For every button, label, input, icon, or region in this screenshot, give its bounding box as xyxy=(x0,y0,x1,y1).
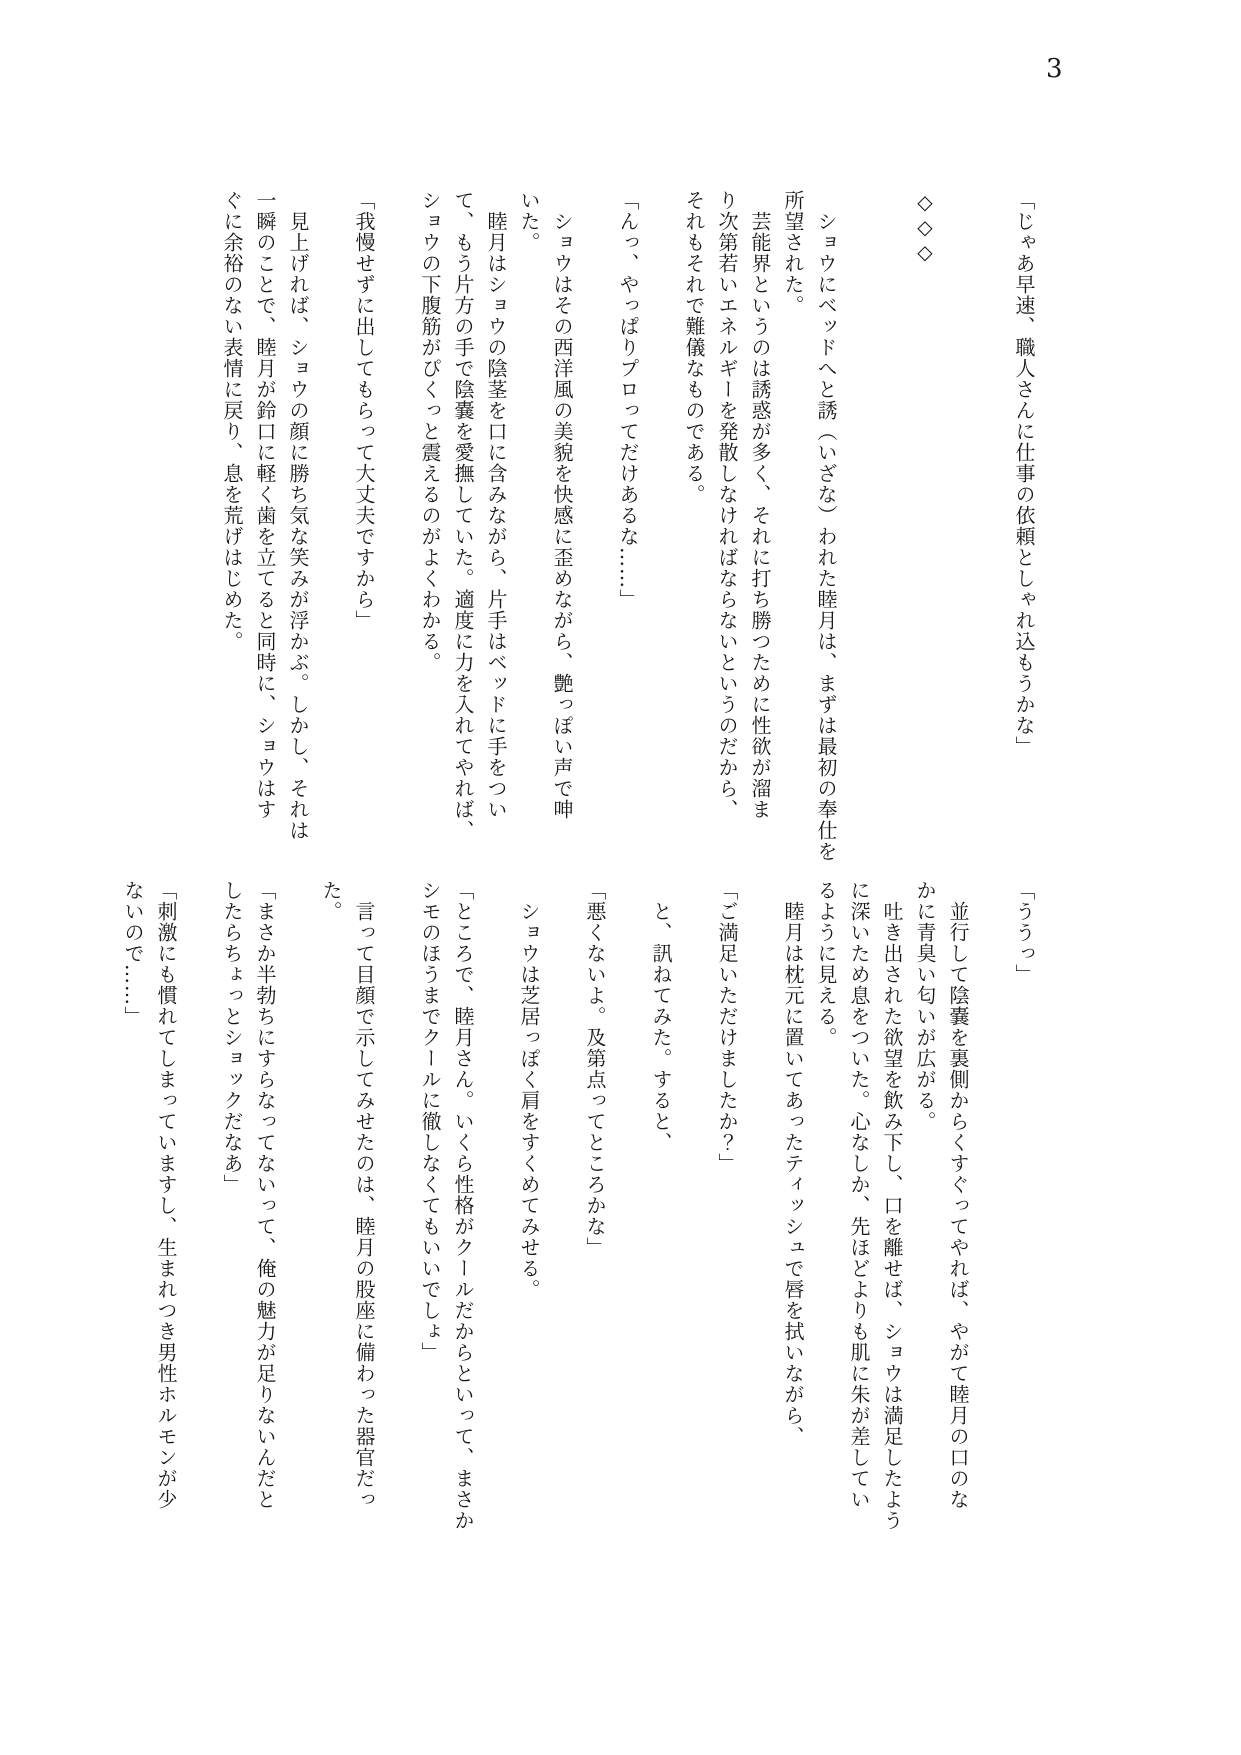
text-line: 「我慢せずに出してもらって大丈夫ですから」 xyxy=(352,190,376,631)
page-number: 3 xyxy=(1046,54,1063,84)
text-line: 「んっ、やっぱりプロってだけあるな……」 xyxy=(616,190,640,610)
blank-line xyxy=(644,190,677,818)
text-line: 「まさか半勃ちにすらなってないって、俺の魅力が足りないんだと xyxy=(253,880,277,1510)
blank-line xyxy=(842,190,875,818)
text-line: 言って目顔で示してみせたのは、睦月の股座に備わった器官だっ xyxy=(352,880,376,1510)
text-line: 見上げれば、ショウの顔に勝ち気な笑みが浮かぶ。しかし、それは xyxy=(286,190,310,841)
blank-line xyxy=(380,880,413,1508)
text-line: 「ううっ」 xyxy=(1012,880,1036,985)
text-line: それもそれで難儀なものである。 xyxy=(682,190,706,505)
text-line: ショウは芝居っぽく肩をすくめてみせる。 xyxy=(517,880,541,1300)
blank-line xyxy=(974,880,1007,1508)
text-line: ショウの下腹筋がぴくっと震えるのがよくわかる。 xyxy=(418,190,442,673)
text-line: シモのほうまでクールに徹しなくてもいいでしょ」 xyxy=(418,880,442,1363)
text-line: 所望された。 xyxy=(781,190,805,316)
text-line: いた。 xyxy=(517,190,541,253)
blank-line xyxy=(974,190,1007,818)
text-line: ないので……」 xyxy=(121,880,145,1027)
text-line: したらちょっとショックだなあ」 xyxy=(220,880,244,1195)
blank-line xyxy=(743,880,776,1508)
section-separator: ◇◇◇ xyxy=(913,190,937,265)
blank-line xyxy=(941,190,974,818)
text-line: に深いため息をついた。心なしか、先ほどよりも肌に朱が差してい xyxy=(847,880,871,1510)
text-line: 睦月はショウの陰茎を口に含みながら、片手はベッドに手をつい xyxy=(484,190,508,820)
text-line: 「じゃあ早速、職人さんに仕事の依頼としゃれ込もうかな」 xyxy=(1012,190,1036,757)
text-line: 睦月は枕元に置いてあったティッシュで唇を拭いながら、 xyxy=(781,880,805,1447)
text-line: 「悪くないよ。及第点ってところかな」 xyxy=(583,880,607,1258)
blank-line xyxy=(479,880,512,1508)
text-line: るように見える。 xyxy=(814,880,838,1048)
blank-line xyxy=(281,880,314,1508)
blank-line xyxy=(314,190,347,818)
text-line: た。 xyxy=(319,880,343,922)
text-line: ショウにベッドへと誘（いざな）われた睦月は、まずは最初の奉仕を xyxy=(814,190,838,862)
blank-line xyxy=(611,880,644,1508)
blank-line xyxy=(545,880,578,1508)
blank-line xyxy=(677,880,710,1508)
blank-line xyxy=(578,190,611,818)
text-line: かに青臭い匂いが広がる。 xyxy=(913,880,937,1132)
blank-line xyxy=(380,190,413,818)
text-line: 「ご満足いただけましたか？」 xyxy=(715,880,739,1174)
upper-text-block xyxy=(215,190,1040,862)
text-line: 「刺激にも慣れてしまっていますし、生まれつき男性ホルモンが少 xyxy=(154,880,178,1510)
text-line: 「ところで、睦月さん。いくら性格がクールだからといって、まさか xyxy=(451,880,475,1531)
text-line: り次第若いエネルギーを発散しなければならないというのだから、 xyxy=(715,190,739,820)
text-line: ショウはその西洋風の美貌を快感に歪めながら、艶っぽい声で呻 xyxy=(550,190,574,820)
text-line: 一瞬のことで、睦月が鈴口に軽く歯を立てると同時に、ショウはす xyxy=(253,190,277,820)
text-line: と、訊ねてみた。すると、 xyxy=(649,880,673,1153)
blank-line xyxy=(875,190,908,818)
text-line: て、もう片方の手で陰嚢を愛撫していた。適度に力を入れてやれば、 xyxy=(451,190,475,841)
text-line: 芸能界というのは誘惑が多く、それに打ち勝つために性欲が溜ま xyxy=(748,190,772,820)
blank-line xyxy=(182,880,215,1508)
text-line: ぐに余裕のない表情に戻り、息を荒げはじめた。 xyxy=(220,190,244,652)
text-line: 吐き出された欲望を飲み下し、口を離せば、ショウは満足したよう xyxy=(880,880,904,1531)
lower-text-block xyxy=(116,880,1040,1531)
text-line: 並行して陰嚢を裏側からくすぐってやれば、やがて睦月の口のな xyxy=(946,880,970,1510)
